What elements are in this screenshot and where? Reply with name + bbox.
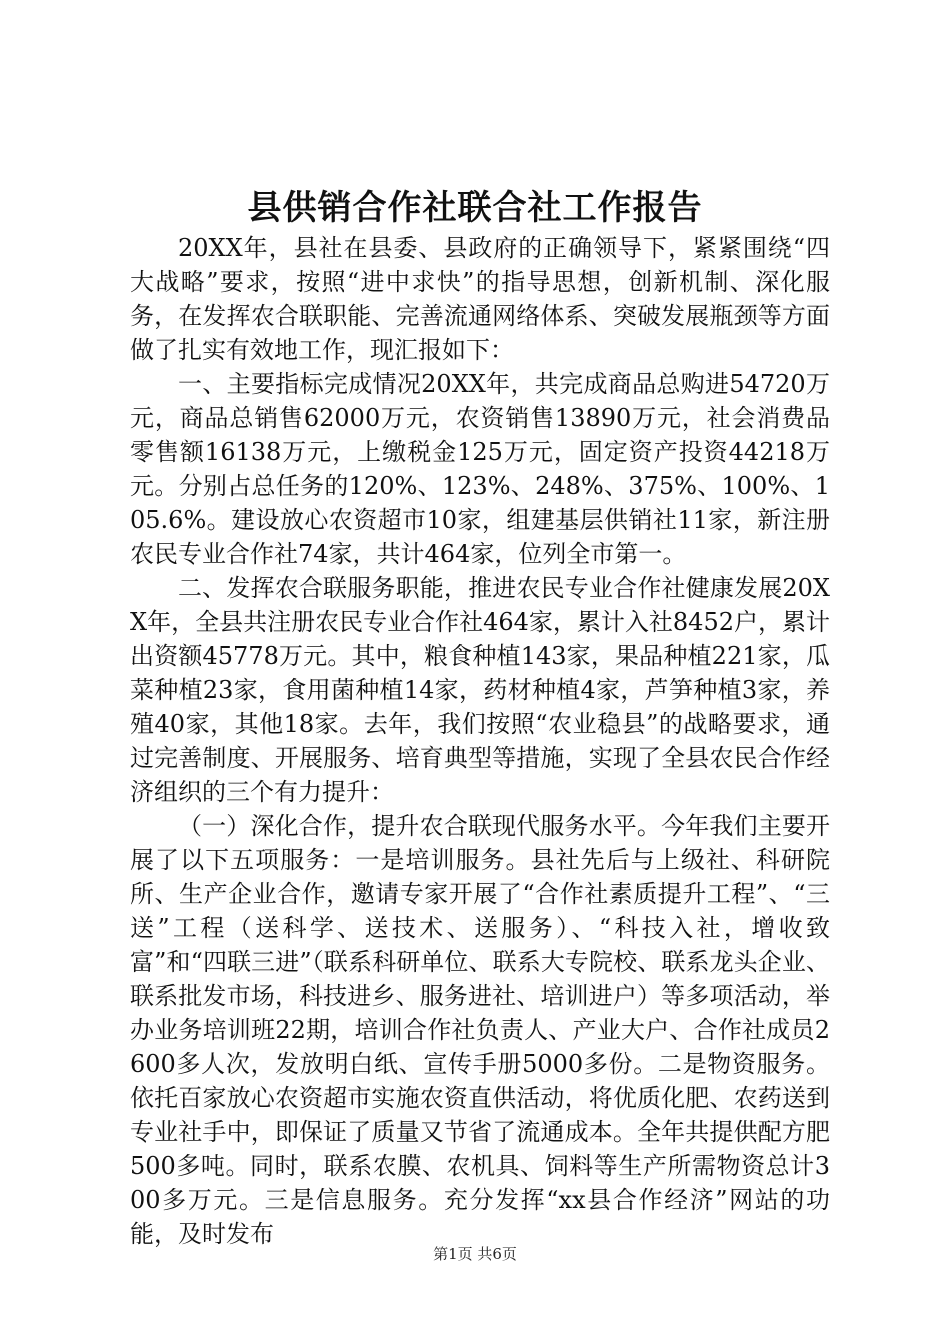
paragraph-section-one: 一、主要指标完成情况20XX年，共完成商品总购进54720万元，商品总销售62000万元，农资销售13890万元，社会消费品零售额16138万元，上缴税金125万元，固定资产投资44218万元。分别占总任务的120%、123%、248%、375%、100%、105.6%。建设放心农资超市10家，组建基层供销社11家，新注册农民专业合作社74家，共计464家，位列全市第一。 — [130, 370, 830, 568]
paragraph-subsection-one: （一）深化合作，提升农合联现代服务水平。今年我们主要开展了以下五项服务：一是培训服务。县社先后与上级社、科研院所、生产企业合作，邀请专家开展了“合作社素质提升工程”、“三送”工程（送科学、送技术、送服务）、“科技入社，增收致富”和“四联三进”（联系科研单位、联系大专院校、联系龙头企业、联系批发市场，科技进乡、服务进社、培训进户）等多项活动，举办业务培训班22期，培训合作社负责人、产业大户、合作社成员2600多人次，发放明白纸、宣传手册5000多份。二是物资服务。依托百家放心农资超市实施农资直供活动，将优质化肥、农药送到专业社手中，即保证了质量又节省了流通成本。全年共提供配方肥500多吨。同时，联系农膜、农机具、饲料等生产所需物资总计300多万元。三是信息服务。充分发挥“xx县合作经济”网站的功能，及时发布 — [130, 812, 830, 1248]
document-body — [130, 231, 830, 1251]
paragraph-intro: 20XX年，县社在县委、县政府的正确领导下，紧紧围绕“四大战略”要求，按照“进中求快”的指导思想，创新机制、深化服务，在发挥农合联职能、完善流通网络体系、突破发展瓶颈等方面做了扎实有效地工作，现汇报如下： — [130, 234, 830, 364]
page-footer: 第1页 共6页 — [433, 1245, 517, 1263]
document-title: 县供销合作社联合社工作报告 — [247, 188, 703, 228]
paragraph-section-two: 二、发挥农合联服务职能，推进农民专业合作社健康发展20XX年，全县共注册农民专业合作社464家，累计入社8452户，累计出资额45778万元。其中，粮食种植143家，果品种植221家，瓜菜种植23家，食用菌种植14家，药材种植4家，芦笋种植3家，养殖40家，其他18家。去年，我们按照“农业稳县”的战略要求，通过完善制度、开展服务、培育典型等措施，实现了全县农民合作经济组织的三个有力提升： — [130, 574, 830, 806]
